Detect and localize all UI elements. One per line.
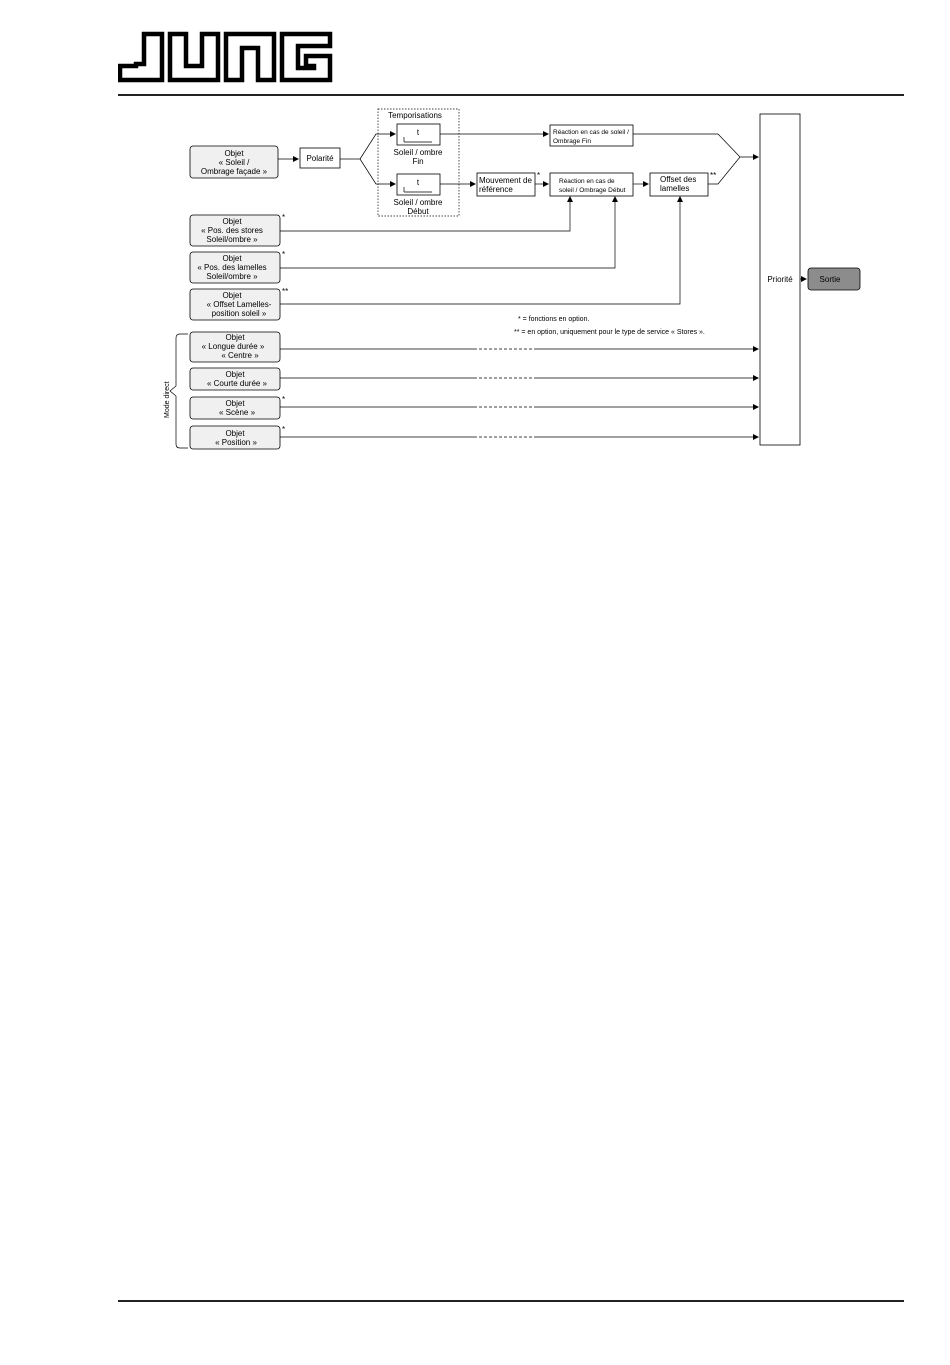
object-offset-box <box>190 287 288 320</box>
svg-text:**: ** <box>710 171 717 180</box>
svg-text:**: ** <box>282 287 289 296</box>
svg-text:Soleil / ombre: Soleil / ombre <box>393 148 443 157</box>
svg-text:Objet: Objet <box>222 254 242 263</box>
mode-direct-label: Mode direct <box>164 381 171 418</box>
priority-box <box>760 114 800 445</box>
reaction-fin-box <box>550 125 633 146</box>
svg-text:référence: référence <box>479 185 513 194</box>
svg-text:*: * <box>282 425 286 434</box>
timer-fin-box <box>394 124 443 166</box>
svg-text:lamelles: lamelles <box>660 184 690 193</box>
svg-text:Fin: Fin <box>412 157 424 166</box>
svg-text:Objet: Objet <box>222 217 242 226</box>
svg-text:Objet: Objet <box>225 399 245 408</box>
svg-text:Réaction en cas de soleil /: Réaction en cas de soleil / <box>553 129 629 136</box>
svg-text:Ombrage Fin: Ombrage Fin <box>553 138 591 145</box>
svg-text:Soleil / ombre: Soleil / ombre <box>393 198 443 207</box>
svg-text:*: * <box>282 213 286 222</box>
svg-text:« Scène »: « Scène » <box>218 408 256 417</box>
svg-text:« Courte durée »: « Courte durée » <box>206 379 268 388</box>
svg-text:« Offset Lamelles-: « Offset Lamelles- <box>206 300 272 309</box>
svg-text:Objet: Objet <box>225 333 245 342</box>
note-optional: * = fonctions en option. <box>518 316 590 323</box>
object-pos-stores-box <box>190 213 285 246</box>
svg-text:Mouvement de: Mouvement de <box>479 176 532 185</box>
svg-text:*: * <box>282 250 286 259</box>
svg-text:Objet: Objet <box>224 149 244 158</box>
svg-text:« Pos. des stores: « Pos. des stores <box>201 226 263 235</box>
note-stores: ** = en option, uniquement pour le type de service « Stores ». <box>514 329 705 336</box>
svg-text:« Longue durée »: « Longue durée » <box>201 342 265 351</box>
svg-text:Temporisations: Temporisations <box>388 111 442 120</box>
offset-lamelles-box <box>650 171 716 196</box>
output-box <box>808 268 860 290</box>
svg-text:soleil / Ombrage Début: soleil / Ombrage Début <box>559 187 626 194</box>
reaction-debut-box <box>550 173 633 196</box>
svg-text:position soleil »: position soleil » <box>211 309 267 318</box>
svg-text:Objet: Objet <box>225 429 245 438</box>
svg-text:« Pos. des lamelles: « Pos. des lamelles <box>197 263 267 272</box>
svg-text:t: t <box>416 128 420 137</box>
object-courte-duree-box <box>190 368 280 390</box>
svg-text:Objet: Objet <box>222 291 242 300</box>
svg-text:Objet: Objet <box>225 370 245 379</box>
svg-text:*: * <box>282 395 286 404</box>
svg-text:Soleil/ombre »: Soleil/ombre » <box>206 272 258 281</box>
object-scene-box <box>190 395 285 419</box>
temporisations-group <box>378 109 459 216</box>
svg-text:« Centre »: « Centre » <box>221 351 259 360</box>
polarity-box <box>300 148 340 168</box>
svg-text:« Soleil /: « Soleil / <box>218 158 250 167</box>
object-soleil-box <box>190 146 278 178</box>
svg-text:t: t <box>416 178 420 187</box>
svg-text:*: * <box>537 171 541 180</box>
object-longue-duree-box <box>190 332 280 362</box>
timer-debut-box <box>394 174 443 216</box>
svg-text:Soleil/ombre »: Soleil/ombre » <box>206 235 258 244</box>
svg-text:Réaction en cas de: Réaction en cas de <box>559 178 615 185</box>
svg-text:Ombrage façade »: Ombrage façade » <box>200 167 268 176</box>
svg-text:Polarité: Polarité <box>306 154 334 163</box>
object-position-box <box>190 425 285 449</box>
svg-text:Sortie: Sortie <box>819 275 841 284</box>
svg-text:« Position »: « Position » <box>215 438 257 447</box>
mouvement-reference-box <box>477 171 540 196</box>
svg-text:Début: Début <box>407 207 429 216</box>
object-pos-lamelles-box <box>190 250 285 283</box>
svg-text:Priorité: Priorité <box>767 275 793 284</box>
svg-text:Offset des: Offset des <box>660 175 697 184</box>
